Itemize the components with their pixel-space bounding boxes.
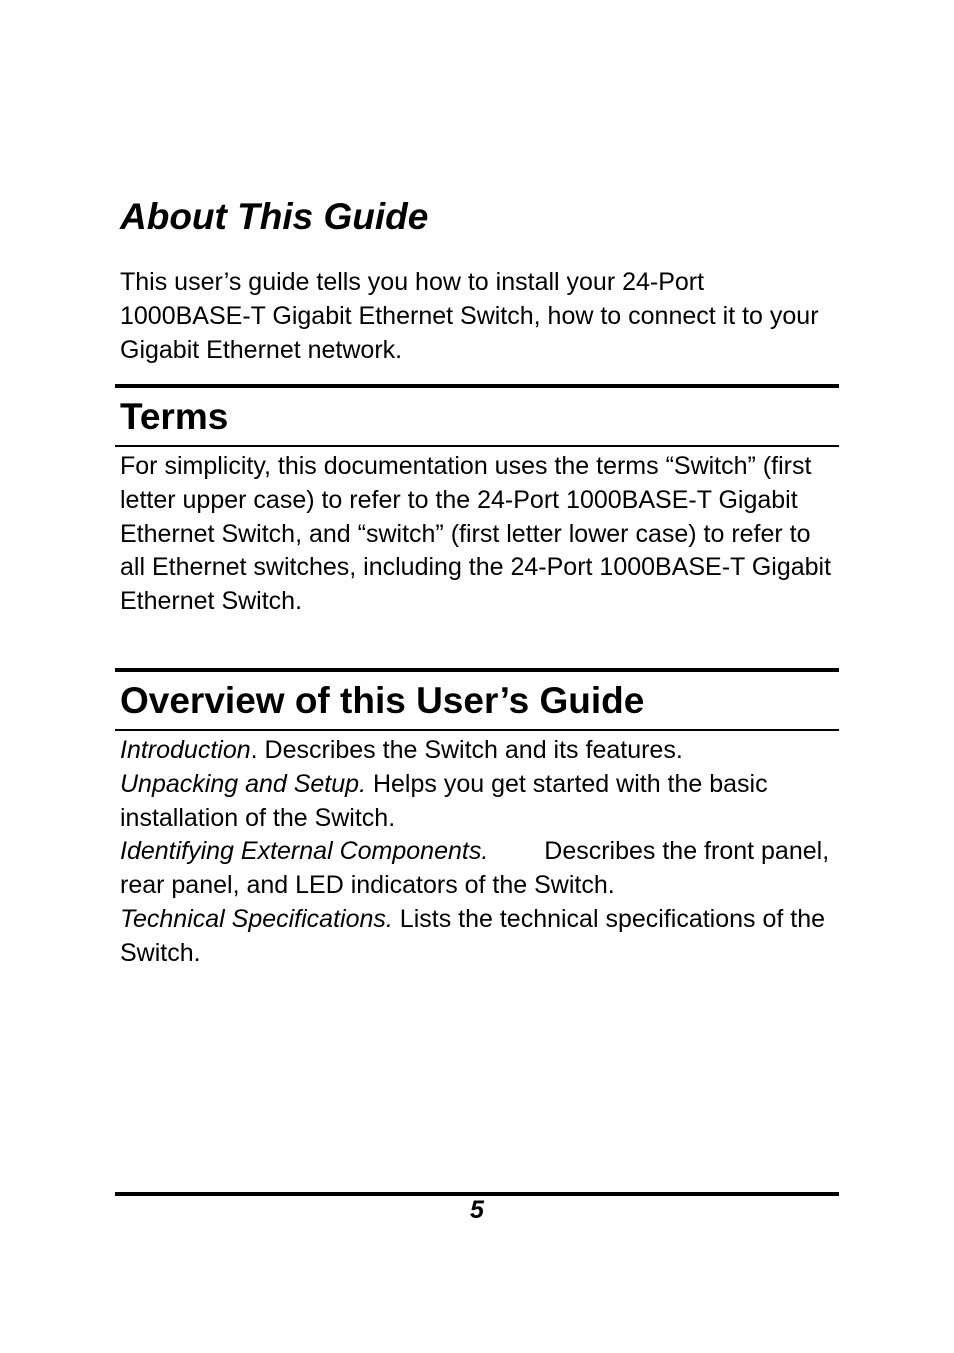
terms-body-block xyxy=(120,450,840,619)
entry-title: Identifying External Components. xyxy=(120,837,489,866)
entry-description: Helps you get started with the basic installation of the Switch. xyxy=(120,769,768,832)
list-item xyxy=(120,835,835,903)
entry-description: Lists the technical specifications of the Switch. xyxy=(120,904,826,967)
list-item xyxy=(120,903,840,971)
terms-body: For simplicity, this documentation uses the terms “Switch” (first letter upper case) to refer to the 24-Port 1000BASE-T Gigabit Ethernet Switch, and “switch” (first letter lower case) to refer to all Ethernet switches, including the 24-Port 1000BASE-T Gigabit Ethernet Switch. xyxy=(120,452,832,616)
entry-title: Unpacking and Setup. xyxy=(120,769,367,798)
list-item xyxy=(120,734,840,768)
overview-section xyxy=(120,681,840,721)
entry-description: . Describes the Switch and its features. xyxy=(250,736,683,764)
terms-heading: Terms xyxy=(120,396,229,437)
overview-entries xyxy=(120,734,840,971)
section-divider-overview xyxy=(115,668,839,672)
overview-heading-underline xyxy=(115,729,839,731)
terms-heading-underline xyxy=(115,445,839,447)
overview-heading: Overview of this User’s Guide xyxy=(120,680,645,721)
entry-title: Technical Specifications. xyxy=(120,904,393,933)
section-divider-terms xyxy=(115,384,839,388)
about-section xyxy=(120,197,840,367)
about-heading: About This Guide xyxy=(120,196,429,237)
page-number: 5 xyxy=(470,1196,484,1224)
terms-section xyxy=(120,397,840,437)
entry-title: Introduction xyxy=(120,736,251,764)
about-body: This user’s guide tells you how to install your 24-Port 1000BASE-T Gigabit Ethernet Switch, how to connect it to your Gigabit Ethernet network. xyxy=(120,268,819,364)
entry-description: Describes the front panel, rear panel, and LED indicators of the Switch. xyxy=(120,837,830,900)
list-item xyxy=(120,768,820,836)
